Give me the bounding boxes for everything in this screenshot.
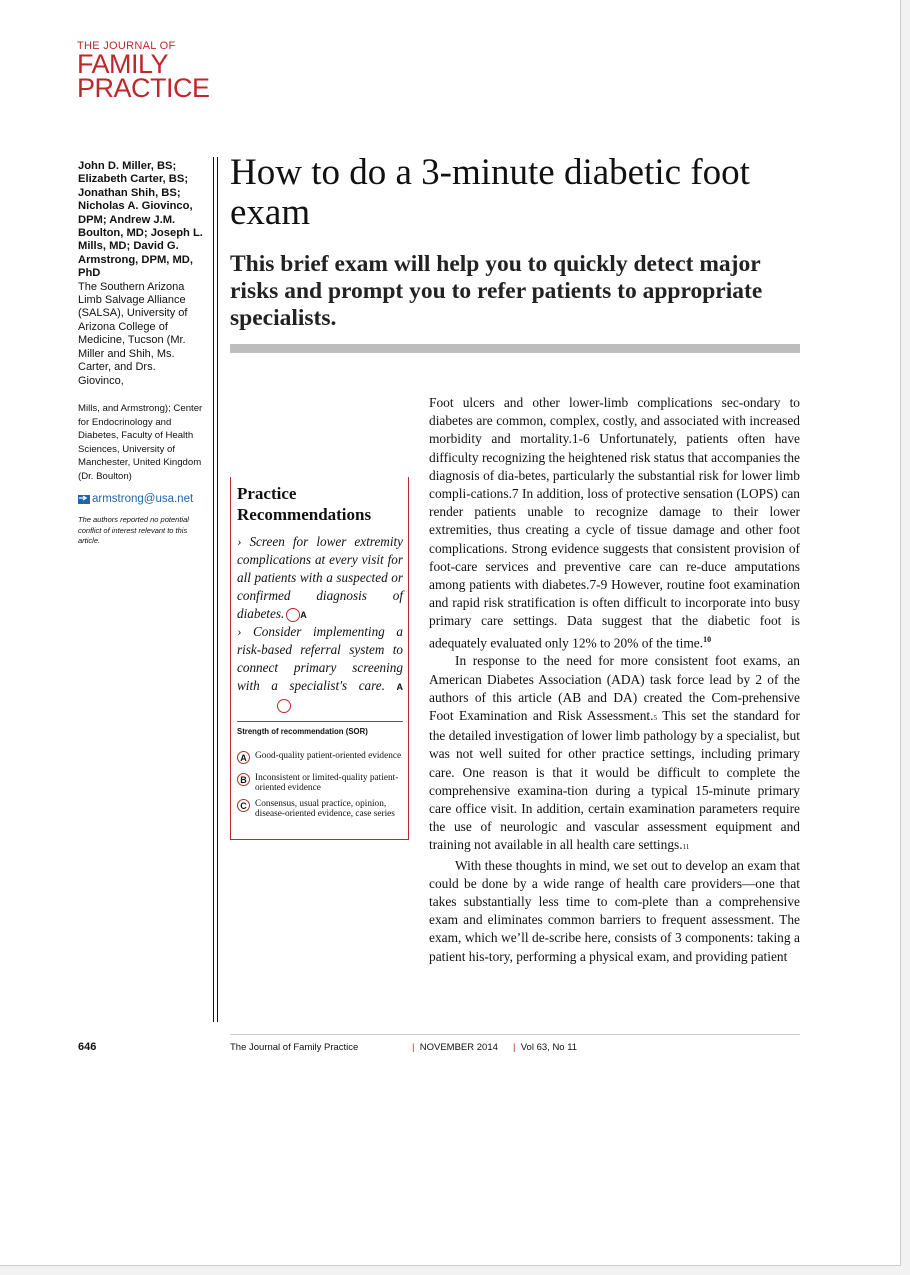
title-divider-bar <box>230 344 800 353</box>
footer-journal: The Journal of Family Practice <box>230 1042 359 1053</box>
reference-marker: 5 <box>653 713 657 722</box>
email-address[interactable]: armstrong@usa.net <box>92 493 194 506</box>
author-affiliation-cont: Mills, and Armstrong); Center for Endocrinology and Diabetes, Faculty of Health Sciences, University of Manchester, United Kingdom (Dr. Boulton) <box>78 402 203 482</box>
sor-divider <box>237 721 403 722</box>
sor-item <box>237 773 405 793</box>
sor-item <box>237 751 405 764</box>
logo-small-line: THE JOURNAL OF <box>77 40 176 52</box>
body-paragraph <box>429 857 800 966</box>
recommendations-heading: Practice Recommendations <box>237 484 372 524</box>
footer-divider <box>230 1034 800 1035</box>
footer-separator: | <box>513 1042 516 1053</box>
recommendation-item <box>237 533 403 624</box>
article-body <box>429 394 800 966</box>
sor-text: Inconsistent or limited-quality patient-oriented evidence <box>255 773 399 793</box>
sor-heading: Strength of recommendation (SOR) <box>237 727 368 736</box>
email-icon <box>78 495 90 504</box>
email-link[interactable] <box>78 493 203 505</box>
sor-text: Good-quality patient-oriented evidence <box>255 751 402 761</box>
paragraph-text: Foot ulcers and other lower-limb complications sec-ondary to diabetes are common, complex, costly, and associated with increased morbidity and mortality.1-6 Unfortunately, patients often have difficulty recognizing the heightened risk status that accompanies the diagnosis of dia-betes, particularly the substantial risk for lower limb compli-cations.7 In addition, loss of protective sensation (LOPS) can render patients unable to recognize damage to their lower extremities, thus creating a cycle of tissue damage and other foot complications. Strong evidence suggests that consistent provision of foot-care services and preventive care can re-duce amputations among patients with diabetes.7-9 However, routine foot examination and rapid risk stratification is often difficult to incorporate into busy primary care settings. Data suggest that the diabetic foot is adequately evaluated only 12% to 20% of the time. <box>429 395 800 651</box>
footer-separator: | <box>412 1042 415 1053</box>
body-paragraph <box>429 394 800 652</box>
sidebar-divider-left <box>213 157 214 1022</box>
author-affiliation: The Southern Arizona Limb Salvage Alliance (SALSA), University of Arizona College of Medicine, Tucson (Mr. Miller and Shih, Ms. Carter, and Drs. Giovinco, <box>78 280 188 387</box>
conflict-disclosure: The authors reported no potential conflict of interest relevant to this article. <box>78 515 189 546</box>
sor-badge: A <box>237 751 250 764</box>
footer-volume-group <box>513 1042 577 1053</box>
sor-badge: C <box>237 799 250 812</box>
footer-date-group <box>412 1042 498 1053</box>
sor-badge: B <box>237 773 250 786</box>
grade-circle-icon <box>286 608 300 622</box>
paragraph-text: With these thoughts in mind, we set out to develop an exam that could be done by a wide range of health care providers—one that takes substantially less time to com-plete than a comprehensive exam and eliminates common barriers to frequent assessment. The exam, which we’ll de-scribe here, consists of 3 components: taking a patient his-tory, performing a physical exam, and providing patient <box>429 857 800 964</box>
recommendation-grade: A <box>300 610 307 620</box>
article-title: How to do a 3-minute diabetic foot exam <box>230 152 750 233</box>
footer-date: NOVEMBER 2014 <box>419 1042 498 1053</box>
author-sidebar <box>78 160 203 547</box>
journal-logo <box>77 40 210 103</box>
footer-volume: Vol 63, No 11 <box>520 1042 578 1053</box>
reference-marker: 11 <box>682 843 690 852</box>
practice-recommendations-box <box>230 477 409 840</box>
logo-line-2: PRACTICE <box>77 73 210 103</box>
recommendation-text: › Consider implementing a risk-based referral system to connect primary screening with a specialist's care. <box>237 624 403 693</box>
reference-marker: 10 <box>703 634 712 644</box>
grade-circle-icon <box>277 699 291 713</box>
recommendation-text: › Screen for lower extremity complications at every visit for all patients with a suspected or confirmed diagnosis of diabetes. <box>237 534 403 621</box>
sor-text: Consensus, usual practice, opinion, disease-oriented evidence, case series <box>255 799 395 819</box>
paragraph-text: This set the standard for the detailed investigation of lower limb pathology by a specialist, but was not well suited for other practice settings, including primary care. One reason is that it would be difficult to complete the comprehensive examina-tion during a typical 15-minute primary care office visit. In addition, certain examination parameters require the use of neurologic and vascular assessment equipment and training not available in all health care settings. <box>429 707 800 853</box>
paragraph-text: In response to the need for more consistent foot exams, an American Diabetes Association (ADA) task force lead by 2 of the authors of this article (AB and DA) created the Com-prehensive Foot Examination and Risk Assessment. <box>429 653 800 723</box>
author-names: John D. Miller, BS; Elizabeth Carter, BS; Jonathan Shih, BS; Nicholas A. Giovinco, DPM; Andrew J.M. Boulton, MD; Joseph L. Mills, MD; David G. Armstrong, DPM, MD, PhD <box>78 160 203 280</box>
page-number: 646 <box>78 1041 97 1053</box>
recommendation-item <box>237 623 403 714</box>
body-paragraph <box>429 652 800 856</box>
sor-item <box>237 799 405 819</box>
logo-line-1: FAMILY <box>77 49 169 79</box>
sidebar-divider-right <box>217 157 218 1022</box>
article-subtitle: This brief exam will help you to quickly detect major risks and prompt you to refer patients to appropriate specialists. <box>230 251 763 331</box>
recommendation-grade: A <box>396 682 403 692</box>
